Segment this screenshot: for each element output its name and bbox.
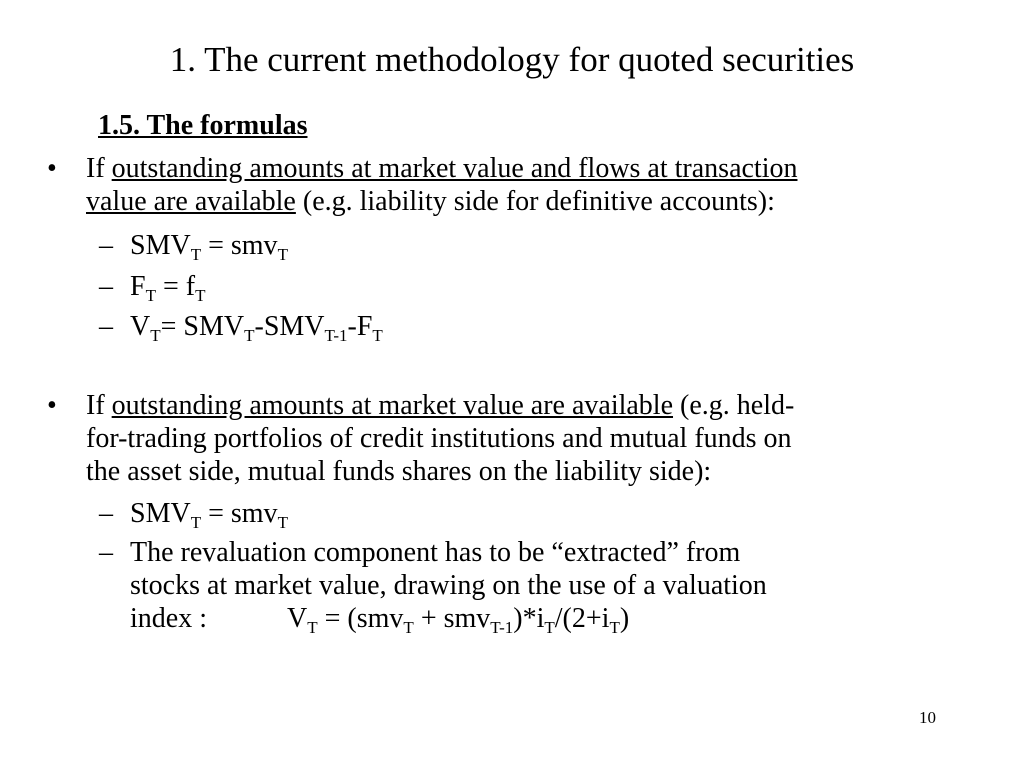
formula-text: SMV	[130, 498, 191, 529]
revaluation-line-1: The revaluation component has to be “extracted” from	[130, 537, 741, 568]
formula-text: /(2+i	[554, 603, 610, 634]
revaluation-line-2: stocks at market value, drawing on the use of a valuation	[130, 570, 767, 601]
valuation-index-formula	[130, 602, 629, 636]
bullet-2-rest: (e.g. held-	[673, 390, 795, 421]
formula-subscript: T	[277, 245, 288, 264]
formula-text: )*i	[513, 603, 545, 634]
formula-text: = SMV	[160, 311, 245, 342]
formula-smv	[130, 229, 288, 263]
formula-flows	[130, 270, 205, 304]
bullet-2-line-1	[86, 389, 794, 423]
slide-title: 1. The current methodology for quoted securities	[169, 40, 855, 79]
formula-text: V	[130, 311, 151, 342]
formula-subscript: T	[244, 326, 255, 345]
formula-text: F	[130, 271, 146, 302]
formula-subscript: T	[190, 245, 202, 264]
section-subtitle: 1.5. The formulas	[98, 110, 308, 141]
bullet-2-lead: If	[86, 390, 112, 421]
formula-subscript: T	[403, 618, 414, 637]
formula-text: = (smv	[317, 603, 404, 634]
bullet-1-rest: (e.g. liability side for definitive accounts):	[295, 186, 775, 217]
formula-subscript: T	[609, 618, 620, 637]
page-number: 10	[919, 708, 936, 727]
index-label: index :	[130, 603, 207, 634]
revaluation-dash: –	[99, 537, 113, 568]
formula-revaluation	[130, 310, 383, 344]
bullet-1-marker: •	[47, 153, 57, 184]
bullet-1-lead: If	[86, 153, 112, 184]
formula-text: + smv	[413, 603, 491, 634]
formula-1-dash: –	[99, 230, 113, 261]
formula-text: = f	[155, 271, 196, 302]
bullet-1-line-2	[86, 185, 775, 219]
formula-text: = smv	[201, 230, 278, 261]
formula-text: = smv	[201, 498, 278, 529]
formula-subscript: T	[544, 618, 555, 637]
formula-subscript: T	[277, 513, 288, 532]
bullet-2-marker: •	[47, 390, 57, 421]
formula-subscript: T	[195, 286, 206, 305]
bullet-2-line-2: for-trading portfolios of credit institutions and mutual funds on	[86, 423, 792, 454]
formula-subscript: T	[150, 326, 161, 345]
formula-text: )	[619, 603, 630, 634]
formula-smv-2	[130, 497, 288, 531]
formula-subscript: T-1	[490, 618, 514, 637]
formula-subscript: T	[145, 286, 156, 305]
formula-2-dash: –	[99, 271, 113, 302]
bullet-1-underlined-b: value are available	[86, 186, 296, 217]
formula-subscript: T	[190, 513, 202, 532]
formula-subscript: T-1	[324, 326, 348, 345]
formula-text: -SMV	[254, 311, 325, 342]
formula-4-dash: –	[99, 498, 113, 529]
formula-text: V	[287, 603, 308, 634]
formula-text: SMV	[130, 230, 191, 261]
bullet-1-line-1	[86, 152, 797, 186]
bullet-2-underlined: outstanding amounts at market value are available	[111, 390, 674, 421]
formula-subscript: T	[372, 326, 383, 345]
bullet-2-line-3: the asset side, mutual funds shares on the liability side):	[86, 456, 712, 487]
formula-3-dash: –	[99, 311, 113, 342]
bullet-1-underlined-a: outstanding amounts at market value and flows at transaction	[111, 153, 798, 184]
formula-text: -F	[347, 311, 373, 342]
formula-subscript: T	[307, 618, 318, 637]
